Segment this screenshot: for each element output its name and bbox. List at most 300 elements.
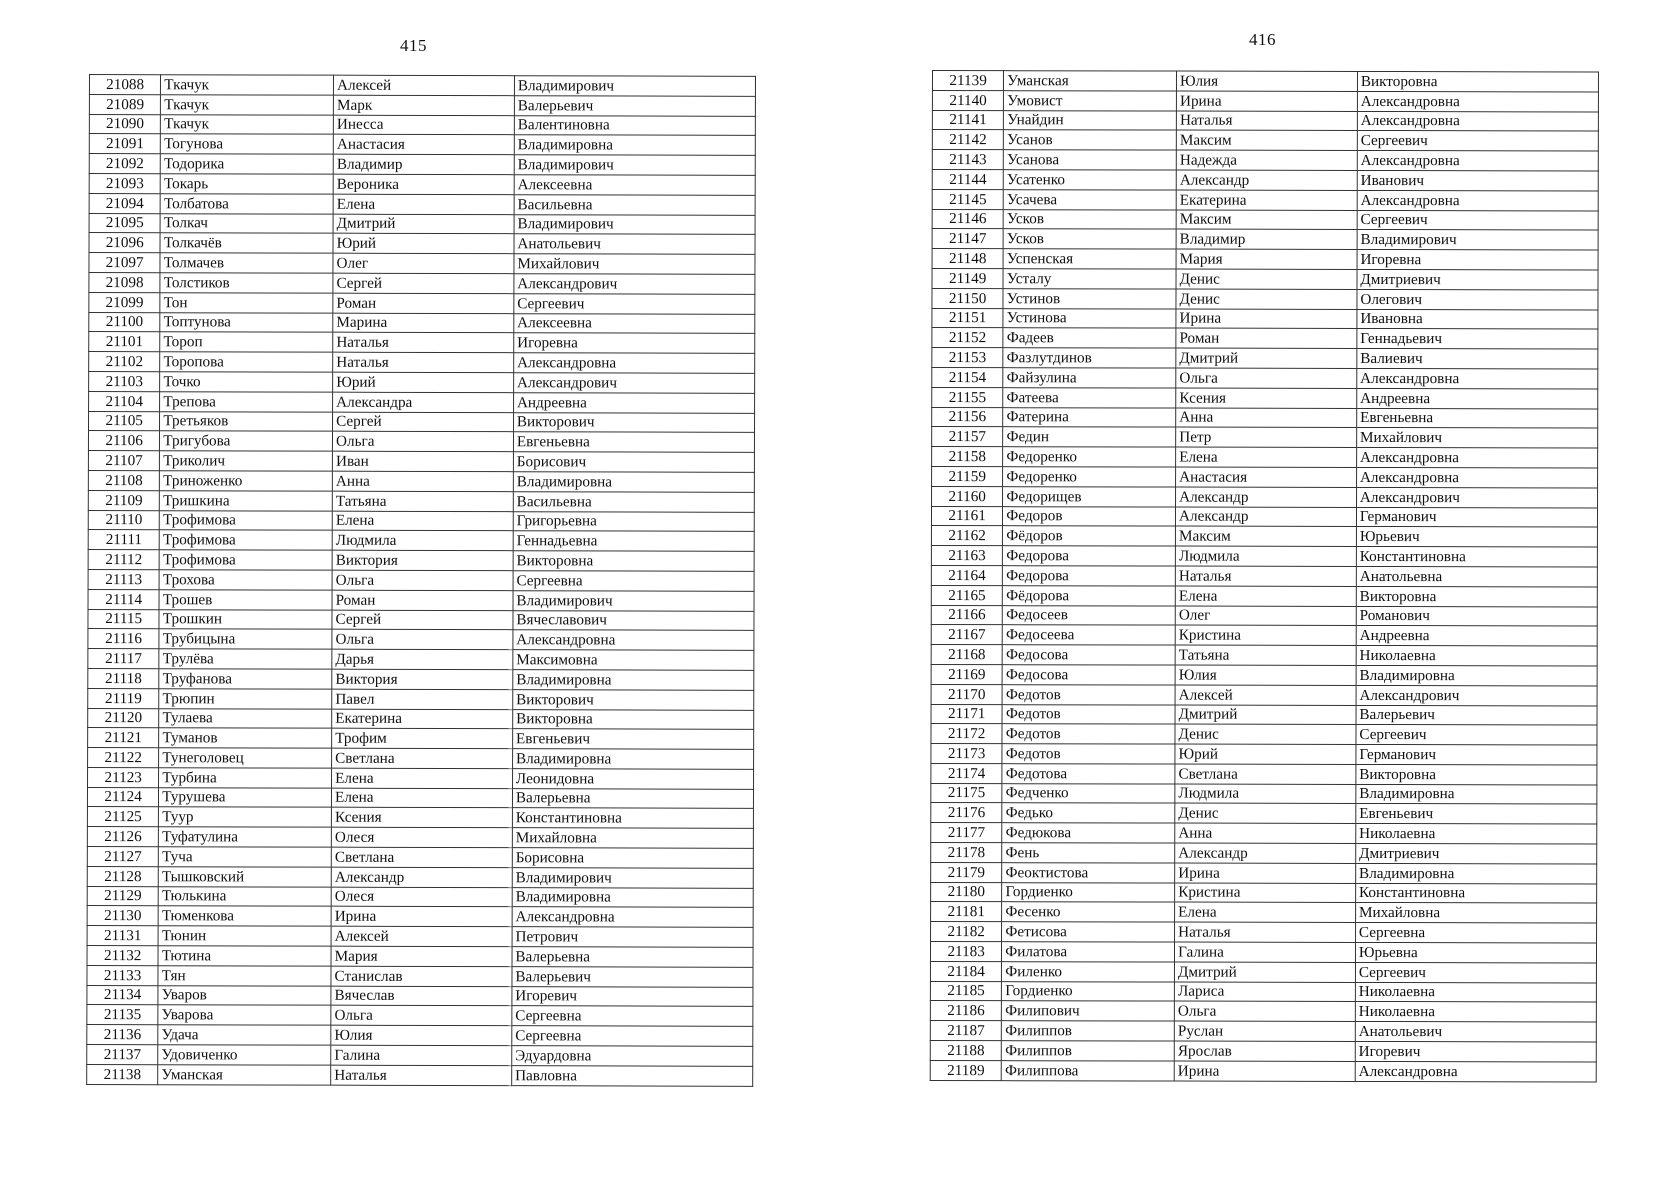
table-row <box>931 823 1597 844</box>
table-row <box>931 684 1597 705</box>
first-name-cell: Денис <box>1175 724 1356 744</box>
record-number-cell: 21103 <box>89 371 160 391</box>
surname-cell: Фёдорова <box>1003 585 1176 605</box>
patronymic-cell: Валиевич <box>1357 349 1598 369</box>
record-number-cell: 21180 <box>931 882 1002 902</box>
first-name-cell: Дмитрий <box>1175 962 1356 982</box>
surname-cell: Толкачёв <box>160 233 333 253</box>
table-row <box>932 407 1598 428</box>
record-number-cell: 21090 <box>89 114 160 134</box>
surname-cell: Филипович <box>1002 1001 1175 1021</box>
surname-cell: Туфатулина <box>159 827 332 847</box>
patronymic-cell: Владимирович <box>513 590 754 610</box>
first-name-cell: Алексей <box>1175 685 1356 705</box>
table-row <box>87 886 753 908</box>
surname-cell: Тян <box>158 966 331 986</box>
table-row <box>89 75 755 97</box>
record-number-cell: 21172 <box>931 724 1002 744</box>
surname-cell: Туча <box>159 847 332 867</box>
table-row <box>88 629 754 651</box>
patronymic-cell: Сергеевич <box>1357 210 1598 230</box>
first-name-cell: Ирина <box>1174 1061 1355 1081</box>
record-number-cell: 21160 <box>932 486 1003 506</box>
table-row <box>932 427 1598 448</box>
record-number-cell: 21135 <box>87 1005 158 1025</box>
patronymic-cell: Леонидовна <box>512 769 753 789</box>
record-number-cell: 21091 <box>89 134 160 154</box>
record-number-cell: 21142 <box>932 130 1003 150</box>
first-name-cell: Татьяна <box>332 491 513 511</box>
record-number-cell: 21173 <box>931 744 1002 764</box>
record-number-cell: 21099 <box>89 292 160 312</box>
first-name-cell: Сергей <box>333 273 514 293</box>
patronymic-cell: Максимовна <box>513 650 754 670</box>
patronymic-cell: Александрович <box>514 274 755 294</box>
patronymic-cell: Сергеевна <box>513 571 754 591</box>
patronymic-cell: Валерьевна <box>512 947 753 967</box>
surname-cell: Успенская <box>1003 249 1176 269</box>
record-number-cell: 21154 <box>932 367 1003 387</box>
surname-cell: Трулёва <box>159 649 332 669</box>
surname-cell: Федоренко <box>1003 467 1176 487</box>
record-number-cell: 21163 <box>931 546 1002 566</box>
patronymic-cell: Сергеевна <box>512 1006 753 1026</box>
surname-cell: Федосеев <box>1003 605 1176 625</box>
table-row <box>89 272 755 294</box>
patronymic-cell: Александровна <box>1357 111 1598 131</box>
patronymic-cell: Валентиновна <box>514 115 755 135</box>
surname-cell: Устинова <box>1003 308 1176 328</box>
patronymic-cell: Евгеньевна <box>513 432 754 452</box>
record-number-cell: 21162 <box>931 526 1002 546</box>
first-name-cell: Кристина <box>1175 625 1356 645</box>
table-row <box>89 371 755 393</box>
first-name-cell: Юрий <box>1175 744 1356 764</box>
table-row <box>89 94 755 116</box>
patronymic-cell: Эдуардовна <box>512 1046 753 1066</box>
table-row <box>88 451 754 473</box>
table-row <box>88 550 754 572</box>
first-name-cell: Олеся <box>331 887 512 907</box>
patronymic-cell: Анатольевич <box>514 234 755 254</box>
table-row <box>932 447 1598 468</box>
table-row <box>87 985 753 1007</box>
record-number-cell: 21188 <box>930 1041 1001 1061</box>
patronymic-cell: Александровна <box>1357 190 1598 210</box>
surname-cell: Триноженко <box>160 471 333 491</box>
table-row <box>931 546 1597 567</box>
surname-cell: Трепова <box>160 391 333 411</box>
surname-cell: Усачева <box>1003 189 1176 209</box>
table-row <box>931 664 1597 685</box>
record-number-cell: 21149 <box>932 268 1003 288</box>
first-name-cell: Елена <box>332 511 513 531</box>
table-row <box>932 308 1598 329</box>
first-name-cell: Екатерина <box>1176 190 1357 210</box>
table-row <box>931 506 1597 527</box>
record-number-cell: 21116 <box>88 629 159 649</box>
patronymic-cell: Владимирович <box>514 155 755 175</box>
record-number-cell: 21127 <box>87 847 158 867</box>
patronymic-cell: Николаевна <box>1356 824 1597 844</box>
record-number-cell: 21184 <box>930 961 1001 981</box>
patronymic-cell: Сергеевич <box>1357 131 1598 151</box>
table-row <box>89 352 755 374</box>
record-number-cell: 21151 <box>932 308 1003 328</box>
table-row <box>930 942 1596 963</box>
patronymic-cell: Германович <box>1356 745 1597 765</box>
record-number-cell: 21096 <box>89 233 160 253</box>
first-name-cell: Анна <box>1176 408 1357 428</box>
surname-cell: Толмачев <box>160 253 333 273</box>
first-name-cell: Екатерина <box>332 709 513 729</box>
first-name-cell: Юрий <box>333 234 514 254</box>
record-number-cell: 21110 <box>88 510 159 530</box>
first-name-cell: Елена <box>1175 903 1356 923</box>
patronymic-cell: Валерьевич <box>514 95 755 115</box>
patronymic-cell: Михайлович <box>1357 428 1598 448</box>
table-row <box>87 926 753 948</box>
surname-cell: Федосеева <box>1003 625 1176 645</box>
first-name-cell: Владимир <box>1176 229 1357 249</box>
surname-cell: Федюкова <box>1002 823 1175 843</box>
first-name-cell: Юлия <box>331 1025 512 1045</box>
patronymic-cell: Евгеньевич <box>513 729 754 749</box>
surname-cell: Тодорика <box>161 154 334 174</box>
first-name-cell: Инесса <box>333 115 514 135</box>
patronymic-cell: Евгеньевич <box>1356 804 1597 824</box>
patronymic-cell: Николаевна <box>1356 646 1597 666</box>
surname-cell: Усков <box>1003 209 1176 229</box>
surname-cell: Трошкин <box>159 609 332 629</box>
patronymic-cell: Валерьевич <box>512 967 753 987</box>
patronymic-cell: Владимировна <box>1356 665 1597 685</box>
patronymic-cell: Александрович <box>514 373 755 393</box>
record-number-cell: 21126 <box>87 827 158 847</box>
table-row <box>89 411 755 433</box>
record-number-cell: 21130 <box>87 906 158 926</box>
record-number-cell: 21178 <box>931 843 1002 863</box>
table-row <box>89 213 755 235</box>
table-row <box>931 704 1597 725</box>
record-number-cell: 21137 <box>87 1045 158 1065</box>
first-name-cell: Ольга <box>1176 368 1357 388</box>
record-number-cell: 21145 <box>932 189 1003 209</box>
record-number-cell: 21115 <box>88 609 159 629</box>
first-name-cell: Ирина <box>331 907 512 927</box>
first-name-cell: Роман <box>333 293 514 313</box>
table-row <box>931 585 1597 606</box>
surname-cell: Труфанова <box>159 669 332 689</box>
first-name-cell: Дмитрий <box>333 214 514 234</box>
table-row <box>87 807 753 829</box>
surname-cell: Удача <box>158 1025 331 1045</box>
patronymic-cell: Александровна <box>1357 151 1598 171</box>
surname-cell: Филатова <box>1002 942 1175 962</box>
first-name-cell: Александр <box>1176 487 1357 507</box>
record-number-cell: 21131 <box>87 926 158 946</box>
record-number-cell: 21118 <box>88 668 159 688</box>
table-row <box>931 783 1597 804</box>
record-number-cell: 21101 <box>89 332 160 352</box>
surname-cell: Трохова <box>159 570 332 590</box>
patronymic-cell: Андреевна <box>513 392 754 412</box>
first-name-cell: Анастасия <box>333 135 514 155</box>
patronymic-cell: Петрович <box>512 927 753 947</box>
patronymic-cell: Михайлович <box>514 254 755 274</box>
table-row <box>87 965 753 987</box>
surname-cell: Тышковский <box>159 867 332 887</box>
patronymic-cell: Николаевна <box>1355 1002 1596 1022</box>
patronymic-cell: Алексеевна <box>514 313 755 333</box>
first-name-cell: Роман <box>332 590 513 610</box>
registry-table-wrap <box>86 74 756 1086</box>
table-row <box>89 193 755 215</box>
first-name-cell: Анна <box>1175 823 1356 843</box>
patronymic-cell: Игоревна <box>1357 250 1598 270</box>
record-number-cell: 21106 <box>88 431 159 451</box>
surname-cell: Федотов <box>1002 724 1175 744</box>
table-row <box>88 668 754 690</box>
first-name-cell: Александра <box>333 392 514 412</box>
first-name-cell: Елена <box>1176 447 1357 467</box>
surname-cell: Филиппова <box>1002 1061 1175 1081</box>
surname-cell: Унайдин <box>1004 110 1177 130</box>
surname-cell: Усков <box>1003 229 1176 249</box>
first-name-cell: Павел <box>332 689 513 709</box>
surname-cell: Турбина <box>159 768 332 788</box>
patronymic-cell: Анатольевна <box>1356 566 1597 586</box>
table-row <box>931 744 1597 765</box>
patronymic-cell: Александровна <box>514 353 755 373</box>
surname-cell: Федченко <box>1002 783 1175 803</box>
first-name-cell: Алексей <box>334 75 515 95</box>
surname-cell: Тригубова <box>160 431 333 451</box>
table-row <box>932 466 1598 487</box>
first-name-cell: Виктория <box>332 669 513 689</box>
patronymic-cell: Сергеевна <box>1355 923 1596 943</box>
patronymic-cell: Сергеевна <box>512 1026 753 1046</box>
table-row <box>89 292 755 314</box>
surname-cell: Фетисова <box>1002 922 1175 942</box>
surname-cell: Тогунова <box>161 134 334 154</box>
record-number-cell: 21124 <box>87 787 158 807</box>
first-name-cell: Юрий <box>333 372 514 392</box>
patronymic-cell: Викторович <box>513 689 754 709</box>
patronymic-cell: Владимировна <box>1356 784 1597 804</box>
record-number-cell: 21113 <box>88 569 159 589</box>
record-number-cell: 21189 <box>930 1060 1001 1080</box>
table-row <box>931 645 1597 666</box>
first-name-cell: Петр <box>1176 427 1357 447</box>
right-page <box>840 0 1680 1200</box>
table-row <box>89 154 755 176</box>
record-number-cell: 21148 <box>932 249 1003 269</box>
surname-cell: Усатенко <box>1004 170 1177 190</box>
surname-cell: Федоренко <box>1003 447 1176 467</box>
record-number-cell: 21158 <box>932 447 1003 467</box>
table-row <box>930 1041 1596 1062</box>
record-number-cell: 21155 <box>932 387 1003 407</box>
record-number-cell: 21120 <box>88 708 159 728</box>
record-number-cell: 21128 <box>87 866 158 886</box>
first-name-cell: Иван <box>332 451 513 471</box>
first-name-cell: Анна <box>332 471 513 491</box>
first-name-cell: Вероника <box>333 174 514 194</box>
patronymic-cell: Константиновна <box>512 808 753 828</box>
first-name-cell: Ольга <box>332 570 513 590</box>
record-number-cell: 21093 <box>89 173 160 193</box>
patronymic-cell: Александровна <box>513 630 754 650</box>
table-row <box>931 605 1597 626</box>
table-row <box>89 253 755 275</box>
surname-cell: Федотов <box>1002 704 1175 724</box>
first-name-cell: Наталья <box>1176 111 1357 131</box>
first-name-cell: Лариса <box>1174 982 1355 1002</box>
surname-cell: Умовист <box>1004 90 1177 110</box>
record-number-cell: 21108 <box>88 470 159 490</box>
table-row <box>87 866 753 888</box>
table-row <box>931 763 1597 784</box>
surname-cell: Тулаева <box>159 708 332 728</box>
surname-cell: Точко <box>160 372 333 392</box>
record-number-cell: 21170 <box>931 684 1002 704</box>
record-number-cell: 21111 <box>88 530 159 550</box>
surname-cell: Федин <box>1003 427 1176 447</box>
surname-cell: Турушева <box>159 787 332 807</box>
page-number: 415 <box>400 36 427 55</box>
patronymic-cell: Григорьевна <box>513 511 754 531</box>
first-name-cell: Ирина <box>1175 863 1356 883</box>
table-row <box>88 589 754 611</box>
table-row <box>89 134 755 156</box>
patronymic-cell: Романович <box>1356 606 1597 626</box>
record-number-cell: 21156 <box>932 407 1003 427</box>
record-number-cell: 21161 <box>931 506 1002 526</box>
first-name-cell: Сергей <box>333 412 514 432</box>
table-row <box>932 268 1598 289</box>
record-number-cell: 21097 <box>89 253 160 273</box>
surname-cell: Тришкина <box>160 490 333 510</box>
surname-cell: Фадеев <box>1003 328 1176 348</box>
table-row <box>87 1064 753 1086</box>
record-number-cell: 21139 <box>932 71 1003 91</box>
first-name-cell: Александр <box>1176 170 1357 190</box>
table-row <box>88 609 754 631</box>
record-number-cell: 21112 <box>88 550 159 570</box>
table-row <box>89 312 755 334</box>
surname-cell: Уварова <box>158 1005 331 1025</box>
table-row <box>87 1005 753 1027</box>
first-name-cell: Ольга <box>331 1006 512 1026</box>
table-row <box>932 71 1598 92</box>
patronymic-cell: Валерьевич <box>1356 705 1597 725</box>
surname-cell: Фёдоров <box>1003 526 1176 546</box>
first-name-cell: Надежда <box>1176 150 1357 170</box>
first-name-cell: Трофим <box>332 728 513 748</box>
first-name-cell: Галина <box>331 1045 512 1065</box>
record-number-cell: 21094 <box>89 193 160 213</box>
first-name-cell: Юлия <box>1175 665 1356 685</box>
surname-cell: Туманов <box>159 728 332 748</box>
record-number-cell: 21146 <box>932 209 1003 229</box>
first-name-cell: Ксения <box>331 808 512 828</box>
registry-table <box>86 74 756 1086</box>
patronymic-cell: Борисовна <box>512 848 753 868</box>
table-row <box>931 565 1597 586</box>
patronymic-cell: Викторовна <box>1356 586 1597 606</box>
surname-cell: Фазлутдинов <box>1003 348 1176 368</box>
table-row <box>88 431 754 453</box>
first-name-cell: Ольга <box>333 432 514 452</box>
record-number-cell: 21117 <box>88 649 159 669</box>
registry-table-wrap <box>930 70 1599 1082</box>
first-name-cell: Ольга <box>1174 1002 1355 1022</box>
first-name-cell: Мария <box>331 946 512 966</box>
surname-cell: Тюлькина <box>158 886 331 906</box>
table-row <box>87 1045 753 1067</box>
first-name-cell: Елена <box>333 194 514 214</box>
table-row <box>930 981 1596 1002</box>
first-name-cell: Наталья <box>1175 922 1356 942</box>
patronymic-cell: Викторовна <box>1357 71 1598 91</box>
record-number-cell: 21153 <box>932 348 1003 368</box>
patronymic-cell: Иванович <box>1357 170 1598 190</box>
patronymic-cell: Владимирович <box>514 214 755 234</box>
first-name-cell: Марина <box>333 313 514 333</box>
table-row <box>931 625 1597 646</box>
patronymic-cell: Александрович <box>1356 685 1597 705</box>
record-number-cell: 21125 <box>87 807 158 827</box>
patronymic-cell: Германович <box>1356 507 1597 527</box>
patronymic-cell: Александровна <box>1355 1061 1596 1081</box>
first-name-cell: Вячеслав <box>331 986 512 1006</box>
table-row <box>88 748 754 770</box>
table-row <box>88 470 754 492</box>
first-name-cell: Ярослав <box>1174 1041 1355 1061</box>
surname-cell: Третьяков <box>160 411 333 431</box>
table-row <box>932 209 1598 230</box>
record-number-cell: 21095 <box>89 213 160 233</box>
surname-cell: Тюменкова <box>158 906 331 926</box>
patronymic-cell: Владимирович <box>1357 230 1598 250</box>
surname-cell: Фатерина <box>1003 407 1176 427</box>
first-name-cell: Сергей <box>332 610 513 630</box>
patronymic-cell: Михайловна <box>512 828 753 848</box>
patronymic-cell: Игоревич <box>512 986 753 1006</box>
patronymic-cell: Геннадьевна <box>513 531 754 551</box>
patronymic-cell: Дмитриевич <box>1357 269 1598 289</box>
patronymic-cell: Сергеевич <box>1356 725 1597 745</box>
record-number-cell: 21122 <box>88 748 159 768</box>
first-name-cell: Людмила <box>1175 546 1356 566</box>
table-row <box>931 724 1597 745</box>
first-name-cell: Светлана <box>1175 764 1356 784</box>
surname-cell: Федотова <box>1002 764 1175 784</box>
table-row <box>932 229 1598 250</box>
surname-cell: Удовиченко <box>158 1045 331 1065</box>
surname-cell: Тороп <box>160 332 333 352</box>
record-number-cell: 21105 <box>89 411 160 431</box>
first-name-cell: Наталья <box>1175 566 1356 586</box>
first-name-cell: Наталья <box>333 352 514 372</box>
surname-cell: Тунеголовец <box>159 748 332 768</box>
first-name-cell: Елена <box>332 788 513 808</box>
patronymic-cell: Андреевна <box>1356 626 1597 646</box>
record-number-cell: 21107 <box>88 451 159 471</box>
surname-cell: Федосова <box>1002 665 1175 685</box>
surname-cell: Уваров <box>158 985 331 1005</box>
